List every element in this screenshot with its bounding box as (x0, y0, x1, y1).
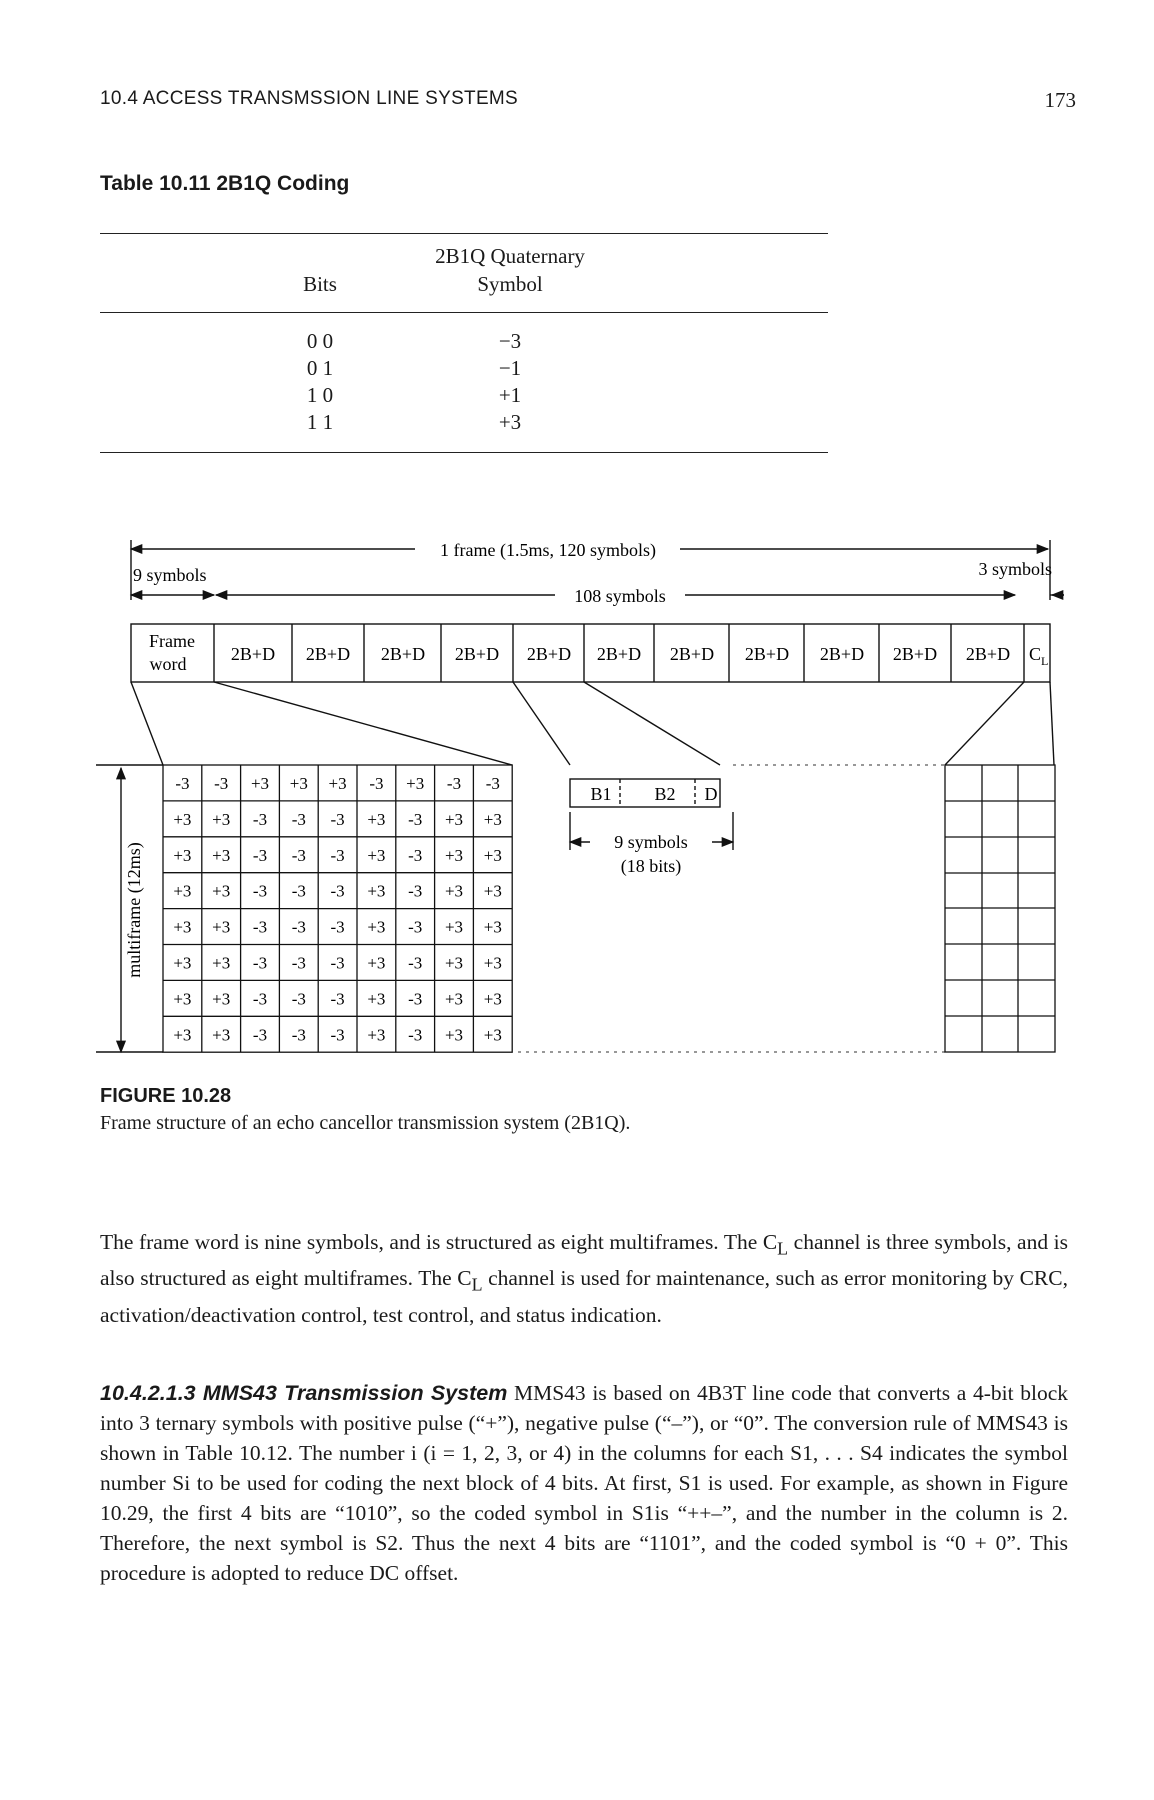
b2-label: B2 (654, 784, 676, 804)
body-paragraph-1: The frame word is nine symbols, and is structured as eight multiframes. The $C_L$ channel is three symbols, and is also structured as eight multiframes. The $C_L$ channel is used for maintenance, such as error monitoring by CRC, activation/deactivation control, test control, and status indication. (100, 1230, 1068, 1327)
multiframe-cell: +3 (444, 881, 464, 901)
multiframe-cell: -3 (408, 1025, 423, 1045)
multiframe-cell: +3 (444, 1025, 464, 1045)
multiframe-cell: -3 (330, 809, 345, 829)
multiframe-cell: +3 (367, 845, 386, 865)
multiframe-cell: -3 (291, 953, 306, 973)
table-bits-cell: 1 0 (306, 383, 334, 407)
multiframe-cell: -3 (252, 917, 268, 937)
block-2bd: 2B+D (305, 644, 351, 664)
multiframe-cell: +3 (173, 881, 192, 901)
multiframe-cell: -3 (408, 845, 423, 865)
multiframe-cell: +3 (212, 917, 231, 937)
multiframe-cell: -3 (252, 953, 268, 973)
multiframe-cell: -3 (214, 773, 229, 793)
multiframe-cell: -3 (291, 809, 306, 829)
figure-caption: Frame structure of an echo cancellor transmission system (2B1Q). (100, 1112, 631, 1134)
eighteen-bits-label: (18 bits) (620, 856, 682, 876)
multiframe-cell: +3 (173, 1025, 192, 1045)
block-2bd: 2B+D (744, 644, 790, 664)
table-symbol-cell: +3 (498, 410, 522, 434)
cl-label: $C_L$ (1029, 644, 1049, 668)
multiframe-cell: +3 (212, 809, 231, 829)
d-label: D (704, 784, 718, 804)
multiframe-cell: +3 (367, 881, 386, 901)
multiframe-cell: +3 (367, 917, 386, 937)
multiframe-grid (163, 765, 512, 1052)
table-bits-cell: 0 1 (306, 356, 334, 380)
multiframe-cell: +3 (444, 917, 464, 937)
multiframe-cell: +3 (483, 989, 502, 1009)
multiframe-cell: -3 (175, 773, 190, 793)
multiframe-cell: +3 (173, 809, 192, 829)
block-2bd: 2B+D (669, 644, 715, 664)
multiframe-cell: -3 (408, 989, 423, 1009)
multiframe-cell: +3 (444, 809, 464, 829)
multiframe-cell: -3 (291, 881, 306, 901)
table-bits-cell: 0 0 (306, 329, 334, 353)
frame-word-label: word (149, 654, 187, 674)
multiframe-cell: +3 (367, 809, 386, 829)
block-2bd: 2B+D (819, 644, 865, 664)
multiframe-cell: -3 (330, 989, 345, 1009)
multiframe-cell: -3 (291, 989, 306, 1009)
multiframe-cell: +3 (444, 989, 464, 1009)
figure-label: FIGURE 10.28 (100, 1085, 232, 1107)
multiframe-cell: -3 (252, 881, 268, 901)
table-header-symbol-line1: 2B1Q Quaternary (435, 244, 585, 268)
frame-label: 1 frame (1.5ms, 120 symbols) (440, 540, 656, 560)
multiframe-cell: -3 (330, 917, 345, 937)
table-caption: Table 10.11 2B1Q Coding (100, 172, 350, 195)
running-head: 10.4 ACCESS TRANSMSSION LINE SYSTEMS (100, 88, 519, 109)
symbols-108-label: 108 symbols (574, 586, 666, 606)
multiframe-cell: +3 (250, 773, 270, 793)
three-symbols-label: 3 symbols (978, 559, 1052, 579)
table-symbol-cell: −3 (498, 329, 522, 353)
multiframe-cell: -3 (330, 1025, 345, 1045)
multiframe-cell: +3 (483, 917, 502, 937)
frame-word-label: Frame (149, 631, 195, 651)
multiframe-cell: -3 (252, 989, 268, 1009)
section-heading: 10.4.2.1.3 MMS43 Transmission System (100, 1381, 508, 1405)
multiframe-cell: -3 (291, 917, 306, 937)
multiframe-cell: +3 (173, 953, 192, 973)
multiframe-cell: -3 (369, 773, 384, 793)
multiframe-cell: -3 (408, 881, 423, 901)
multiframe-cell: +3 (173, 845, 192, 865)
table-header-bits: Bits (303, 272, 337, 296)
multiframe-cell: -3 (252, 845, 268, 865)
multiframe-cell: -3 (408, 917, 423, 937)
nine-symbols-label: 9 symbols (133, 565, 207, 585)
cl-multiframe-grid (945, 765, 1055, 1052)
multiframe-cell: +3 (367, 1025, 386, 1045)
multiframe-cell: +3 (173, 917, 192, 937)
multiframe-cell: +3 (212, 953, 231, 973)
multiframe-cell: +3 (406, 773, 425, 793)
multiframe-cell: +3 (483, 881, 502, 901)
multiframe-cell: +3 (483, 809, 502, 829)
block-2bd: 2B+D (526, 644, 572, 664)
multiframe-cell: +3 (328, 773, 347, 793)
multiframe-cell: +3 (444, 845, 464, 865)
multiframe-cell: -3 (485, 773, 500, 793)
page-number: 173 (1044, 88, 1076, 112)
table-symbol-cell: −1 (498, 356, 522, 380)
multiframe-cell: +3 (483, 953, 502, 973)
table-symbol-cell: +1 (498, 383, 522, 407)
multiframe-label: multiframe (12ms) (124, 842, 144, 978)
multiframe-cell: +3 (444, 953, 464, 973)
multiframe-cell: +3 (367, 989, 386, 1009)
body-paragraph-2: 10.4.2.1.3 MMS43 Transmission System MMS43 is based on 4B3T line code that converts a 4-bit block into 3 ternary symbols with positive pulse (“+”), negative pulse (“–”), or “0”. The conversion rule of MMS43 is shown in Table 10.12. The number i (i = 1, 2, 3, or 4) in the columns for each S1, . . . S4 indicates the symbol number Si to be used for coding the next block of 4 bits. At first, S1 is used. For example, as shown in Figure 10.29, the first 4 bits are “1010”, so the coded symbol in S1is “++–”, and the number in the column is 2. Therefore, the next symbol is S2. Thus the next 4 bits are “1101”, and the coded symbol is “0 + 0”. This procedure is adopted to reduce DC offset. (100, 1381, 1068, 1585)
multiframe-cell: +3 (483, 1025, 502, 1045)
multiframe-cell: +3 (289, 773, 308, 793)
multiframe-cell: +3 (367, 953, 386, 973)
block-2bd: 2B+D (892, 644, 938, 664)
multiframe-cell: -3 (330, 881, 345, 901)
multiframe-cell: +3 (483, 845, 502, 865)
table-header-symbol-line2: Symbol (477, 272, 543, 296)
multiframe-cell: -3 (408, 809, 423, 829)
block-2bd: 2B+D (454, 644, 500, 664)
b1-label: B1 (590, 784, 612, 804)
multiframe-cell: +3 (212, 881, 231, 901)
nine-symbols-detail: 9 symbols (614, 832, 688, 852)
block-2bd: 2B+D (596, 644, 642, 664)
multiframe-cell: -3 (408, 953, 423, 973)
multiframe-cell: +3 (212, 1025, 231, 1045)
multiframe-cell: -3 (330, 845, 345, 865)
multiframe-cell: -3 (291, 1025, 306, 1045)
block-2bd: 2B+D (380, 644, 426, 664)
multiframe-cell: +3 (212, 989, 231, 1009)
multiframe-cell: -3 (291, 845, 306, 865)
multiframe-cell: -3 (252, 809, 268, 829)
table-bits-cell: 1 1 (306, 410, 334, 434)
multiframe-cell: -3 (252, 1025, 268, 1045)
block-2bd: 2B+D (230, 644, 276, 664)
multiframe-cell: -3 (330, 953, 345, 973)
multiframe-cell: +3 (173, 989, 192, 1009)
multiframe-cell: +3 (212, 845, 231, 865)
block-2bd: 2B+D (965, 644, 1011, 664)
multiframe-cell: -3 (446, 773, 462, 793)
